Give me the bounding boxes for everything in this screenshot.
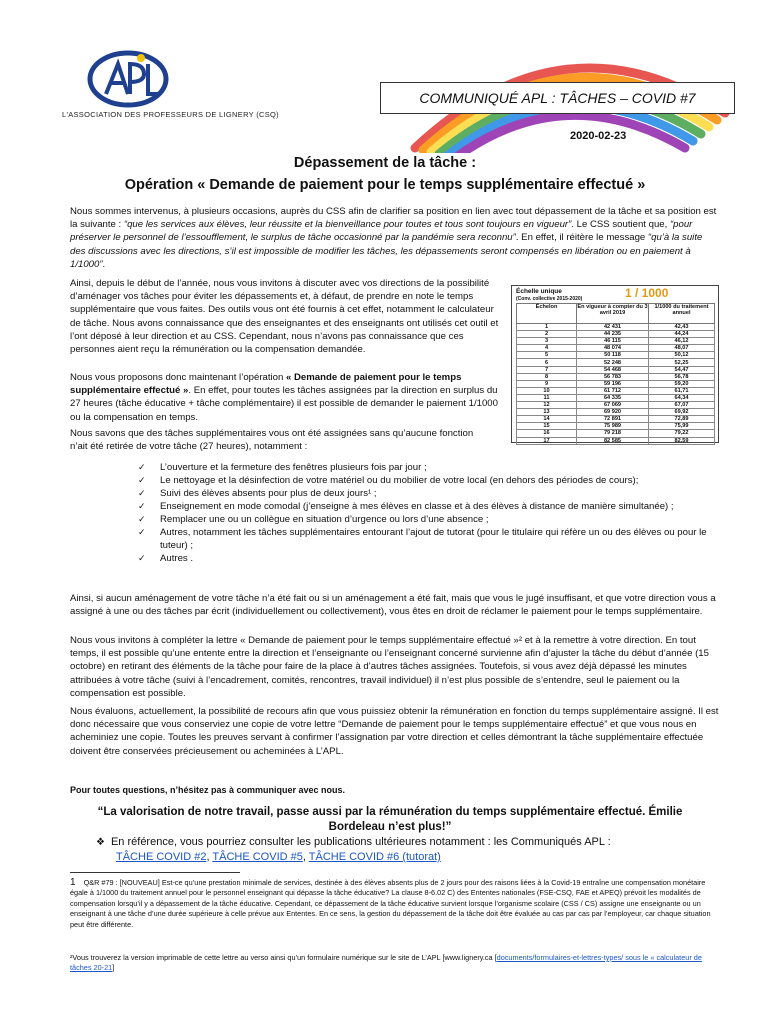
per-thousand-cell: 75,99 xyxy=(649,423,715,430)
checkmark-icon: ✓ xyxy=(138,501,146,511)
checkmark-icon: ✓ xyxy=(138,462,146,472)
salary-cell: 72 891 xyxy=(577,416,649,423)
echelon-cell: 17 xyxy=(517,437,577,444)
propose-operation-name: « Demande de paiement pour le temps supplémentaire effectué » xyxy=(70,372,462,397)
footnote-2-end: ] xyxy=(112,963,115,973)
per-thousand-cell: 64,34 xyxy=(649,394,715,401)
echelon-cell: 4 xyxy=(517,345,577,352)
checklist-item-text: Suivi des élèves absents pour plus de deux jours¹ ; xyxy=(160,488,377,499)
scale-row xyxy=(517,423,715,430)
checkmark-icon: ✓ xyxy=(138,475,146,485)
per-thousand-cell: 54,47 xyxy=(649,366,715,373)
intro-quote-2: “pour préserver le personnel de l’essoufflement, le surplus de tâche occasionné par la pandémie sera reconnu” xyxy=(70,219,693,244)
salary-scale-table xyxy=(511,285,719,443)
checklist-item xyxy=(138,552,723,565)
checklist-item xyxy=(138,461,723,474)
ainsi-paragraph-1: Ainsi, depuis le début de l’année, nous vous invitons à discuter avec vos directions de la possibilité d’aménager vos tâches pour éviter les dépassements et, à défaut, de prendre en note le temps supplémentaire que vous faites. Des outils vous ont été fournis à cet effet, notamment le calculateur de tâche. Nous avons connaissance que des enseignantes et des enseignants ont utilisés cet outil et l’ont déposé à leur direction et au CSS. Cependant, nous n’avons pas connaissance que ces personnes aient reçu la rémunération ou la compensation demandée. xyxy=(70,278,499,356)
salary-cell: 61 712 xyxy=(577,387,649,394)
propose-paragraph xyxy=(70,371,502,424)
echelon-cell: 1 xyxy=(517,324,577,331)
checklist-item-text: Remplacer une ou un collègue en situation d’urgence ou lors d’une absence ; xyxy=(160,514,489,525)
scale-row xyxy=(517,387,715,394)
checkmark-icon: ✓ xyxy=(138,527,146,537)
link-tache-covid-6[interactable]: TÂCHE COVID #6 (tutorat) xyxy=(308,851,441,863)
scale-row xyxy=(517,373,715,380)
scale-row xyxy=(517,338,715,345)
per-thousand-cell: 46,12 xyxy=(649,338,715,345)
per-thousand-cell: 72,89 xyxy=(649,416,715,423)
scale-row xyxy=(517,331,715,338)
checklist-item xyxy=(138,513,723,526)
echelon-cell: 10 xyxy=(517,387,577,394)
assigned-tasks-checklist xyxy=(138,461,723,565)
per-thousand-cell: 44,24 xyxy=(649,331,715,338)
intro-paragraph xyxy=(70,205,720,271)
scale-row xyxy=(517,409,715,416)
salary-cell: 64 335 xyxy=(577,394,649,401)
echelon-cell: 16 xyxy=(517,430,577,437)
echelon-cell: 3 xyxy=(517,338,577,345)
reference-separator: , xyxy=(206,851,213,863)
scale-heading: Échelle unique xyxy=(516,288,562,295)
echelon-cell: 9 xyxy=(517,380,577,387)
echelon-cell: 5 xyxy=(517,352,577,359)
per-thousand-cell: 50,12 xyxy=(649,352,715,359)
checklist-item-text: Autres . xyxy=(160,553,194,564)
ainsi-paragraph-2: Ainsi, si aucun aménagement de votre tâche n’a été fait ou si un aménagement a été fait, mais que vous le jugé insuffisant, et que votre direction vous a assigné à une ou des tâches par écrit (individuellement ou collectivement), vous êtes en droit de réclamer le paiement pour le temps supplémentaire. xyxy=(70,593,716,618)
footnote-1 xyxy=(70,878,725,930)
column-header-per-thousand: 1/1000 du traitement annuel xyxy=(649,304,715,324)
scale-row xyxy=(517,402,715,409)
echelon-cell: 15 xyxy=(517,423,577,430)
checklist-item xyxy=(138,487,723,500)
salary-cell: 42 431 xyxy=(577,324,649,331)
checklist-item xyxy=(138,526,723,552)
contact-line: Pour toutes questions, n’hésitez pas à communiquer avec nous. xyxy=(70,785,346,795)
salary-cell: 54 468 xyxy=(577,366,649,373)
per-thousand-cell: 56,78 xyxy=(649,373,715,380)
scale-row xyxy=(517,366,715,373)
footnote-1-text: Q&R #79 : [NOUVEAU] Est-ce qu’une prestation minimale de services, destinée à des élèves absents plus de 2 jours pour des raisons liées à la Covid-19 entraîne une compensation monétaire égale à 1/1000 du traitement annuel pour le personnel enseignant qui dépasse la tâche éducative? La clause 8-6.02 C) des Ententes nationales (FSE-CSQ, FAE et APEQ) prévoit les modalités de compensation lorsqu’il y a dépassement de la tâche éducative. Cependant, ce dépassement de la tâche éducative survient lorsque l’organisme scolaire (CSS / CS) assigne une enseignante ou un enseignant à une tâche d’une durée supérieure à celle prévue aux Ententes. En ce sens, la gestion du dépassement de la tâche doit être évaluée au cas par cas par l’employeur, car chaque situation peut être différente. xyxy=(70,878,711,929)
scale-row xyxy=(517,437,715,444)
echelon-cell: 13 xyxy=(517,409,577,416)
reference-line xyxy=(96,835,716,865)
link-documents-formulaires[interactable]: documents/formulaires-et-lettres-types/ sous le « calculateur de tâches 20-21 xyxy=(70,953,702,973)
link-tache-covid-5[interactable]: TÂCHE COVID #5 xyxy=(212,851,303,863)
scale-row xyxy=(517,394,715,401)
savons-paragraph: Nous savons que des tâches supplémentaires vous ont été assignées sans qu’aucune fonction n’ait été retirée de votre tâche (27 heures), notamment : xyxy=(70,428,474,453)
checkmark-icon: ✓ xyxy=(138,553,146,563)
evaluons-paragraph: Nous évaluons, actuellement, la possibilité de recours afin que vous puissiez obtenir la rémunération en fonction du temps supplémentaire assigné. Il est donc nécessaire que vous conserviez une copie de votre lettre “Demande de paiement pour le temps supplémentaire effectué” et que vous nous en acheminiez une copie. Toutes les preuves servant à confirmer l’assignation par votre direction et celles démontrant la tâche supplémentaire effectuée doivent être conservées précieusement ou acheminées à L’APL. xyxy=(70,706,719,757)
checklist-item xyxy=(138,500,723,513)
per-thousand-cell: 52,25 xyxy=(649,359,715,366)
salary-cell: 75 989 xyxy=(577,423,649,430)
salary-cell: 50 118 xyxy=(577,352,649,359)
echelon-cell: 6 xyxy=(517,359,577,366)
checkmark-icon: ✓ xyxy=(138,488,146,498)
per-thousand-cell: 82,59 xyxy=(649,437,715,444)
footnote-1-mark: 1 xyxy=(70,877,76,888)
footnote-2 xyxy=(70,953,725,974)
echelon-cell: 11 xyxy=(517,394,577,401)
intro-quote-3: “qu’à la suite des discussions avec les directions, s’il est impossible de modifier les tâches, les dépassements seront compensés en libération ou en paiement à 1/1000” xyxy=(70,232,703,270)
scale-row xyxy=(517,324,715,331)
intro-quote-1: “que les services aux élèves, leur réussite et la bienveillance pour toutes et tous sont toujours en vigueur” xyxy=(123,219,572,231)
document-header xyxy=(0,0,770,150)
scale-row xyxy=(517,345,715,352)
salary-cell: 46 115 xyxy=(577,338,649,345)
salary-cell: 56 783 xyxy=(577,373,649,380)
reference-separator: , xyxy=(302,851,309,863)
invitons-paragraph: Nous vous invitons à compléter la lettre « Demande de paiement pour le temps supplémentaire effectué »² et à la remettre à votre direction. En tout temps, il est possible qu’une entente entre la direction et l’enseignante ou l’enseignant concerné survienne afin d’ajuster la tâche du début d’année (15 octobre) en retirant des éléments de la tâche pour faire de la place à d’autres tâches assignées. Toutefois, si vous avez déjà dépassé les minutes attribuées à votre tâche (suivi à l’encadrement, comités, rencontres, travail individuel) il n’est plus possible de s’entendre, seul le paiement ou la compensation est possible. xyxy=(70,635,709,699)
checklist-item-text: Le nettoyage et la désinfection de votre matériel ou du mobilier de votre local (en dehors des périodes de cours); xyxy=(160,475,639,486)
echelon-cell: 14 xyxy=(517,416,577,423)
title-line-1: Dépassement de la tâche : xyxy=(293,155,477,171)
scale-subheading: (Conv. collective 2015-2020) xyxy=(516,296,583,302)
salary-cell: 79 218 xyxy=(577,430,649,437)
per-thousand-cell: 61,71 xyxy=(649,387,715,394)
intro-text-3: . En effet, il réitère le message xyxy=(515,232,648,244)
salary-cell: 44 235 xyxy=(577,331,649,338)
scale-row xyxy=(517,380,715,387)
salary-cell: 59 196 xyxy=(577,380,649,387)
scale-row xyxy=(517,416,715,423)
per-thousand-cell: 59,20 xyxy=(649,380,715,387)
salary-cell: 48 074 xyxy=(577,345,649,352)
document-date: 2020-02-23 xyxy=(570,130,627,142)
propose-text-2: . En effet, pour toutes les tâches assignées par la direction en surplus du 27 heures (tâche éducative + tâche complémentaire) il est possible de demander le paiement 1/1000 ou la compensation en temps. xyxy=(70,385,498,423)
scale-ratio: 1 / 1000 xyxy=(625,286,669,300)
per-thousand-cell: 67,07 xyxy=(649,402,715,409)
communique-title: COMMUNIQUÉ APL : TÂCHES – COVID #7 xyxy=(380,82,735,114)
column-header-echelon: Échelon xyxy=(517,304,577,324)
title-line-2: Opération « Demande de paiement pour le temps supplémentaire effectué » xyxy=(124,177,646,193)
column-header-salary: En vigueur à compter du 3 avril 2019 xyxy=(577,304,649,324)
echelon-cell: 8 xyxy=(517,373,577,380)
salary-cell: 52 248 xyxy=(577,359,649,366)
reference-text: En référence, vous pourriez consulter les publications ultérieures notamment : les Communiqués APL : xyxy=(110,836,611,848)
scale-row xyxy=(517,430,715,437)
echelon-cell: 7 xyxy=(517,366,577,373)
checklist-item xyxy=(138,474,723,487)
highlight-quote: “La valorisation de notre travail, passe aussi par la rémunération du temps supplémentaire effectué. Émilie Bordeleau n’est plus!” xyxy=(97,806,683,833)
scale-row xyxy=(517,359,715,366)
salary-cell: 82 585 xyxy=(577,437,649,444)
intro-text-2: . Le CSS soutient que, xyxy=(571,219,670,231)
checkmark-icon: ✓ xyxy=(138,514,146,524)
link-tache-covid-2[interactable]: TÂCHE COVID #2 xyxy=(116,851,207,863)
diamond-bullet-icon: ❖ xyxy=(96,837,105,848)
footnote-2-text: ²Vous trouverez la version imprimable de cette lettre au verso ainsi qu’un formulaire numérique sur le site de L’APL [www.lignery.ca [ xyxy=(70,953,497,962)
echelon-cell: 12 xyxy=(517,402,577,409)
apl-logo xyxy=(86,50,170,108)
salary-cell: 69 920 xyxy=(577,409,649,416)
per-thousand-cell: 42,43 xyxy=(649,324,715,331)
footnote-divider xyxy=(70,872,240,873)
propose-text-1: Nous vous proposons donc maintenant l’opération xyxy=(70,372,286,383)
scale-row xyxy=(517,352,715,359)
per-thousand-cell: 48,07 xyxy=(649,345,715,352)
checklist-item-text: Autres, notamment les tâches supplémentaires entourant l’ajout de tutorat (pour le titulaire qui réfère un ou des élèves ou pour le tuteur) ; xyxy=(160,527,707,551)
checklist-item-text: Enseignement en mode comodal (j’enseigne à mes élèves en classe et à des élèves à distance de manière simultanée) ; xyxy=(160,501,674,512)
intro-text-4: . xyxy=(102,258,106,270)
per-thousand-cell: 79,22 xyxy=(649,430,715,437)
organization-name: L'ASSOCIATION DES PROFESSEURS DE LIGNERY (CSQ) xyxy=(62,110,279,119)
intro-text-1: Nous sommes intervenus, à plusieurs occasions, auprès du CSS afin de clarifier sa position en lien avec tout dépassement de la tâche et sa position est la suivante : xyxy=(70,206,717,231)
per-thousand-cell: 69,92 xyxy=(649,409,715,416)
salary-cell: 67 069 xyxy=(577,402,649,409)
checklist-item-text: L’ouverture et la fermeture des fenêtres plusieurs fois par jour ; xyxy=(160,462,427,473)
echelon-cell: 2 xyxy=(517,331,577,338)
scale-grid xyxy=(516,303,715,445)
